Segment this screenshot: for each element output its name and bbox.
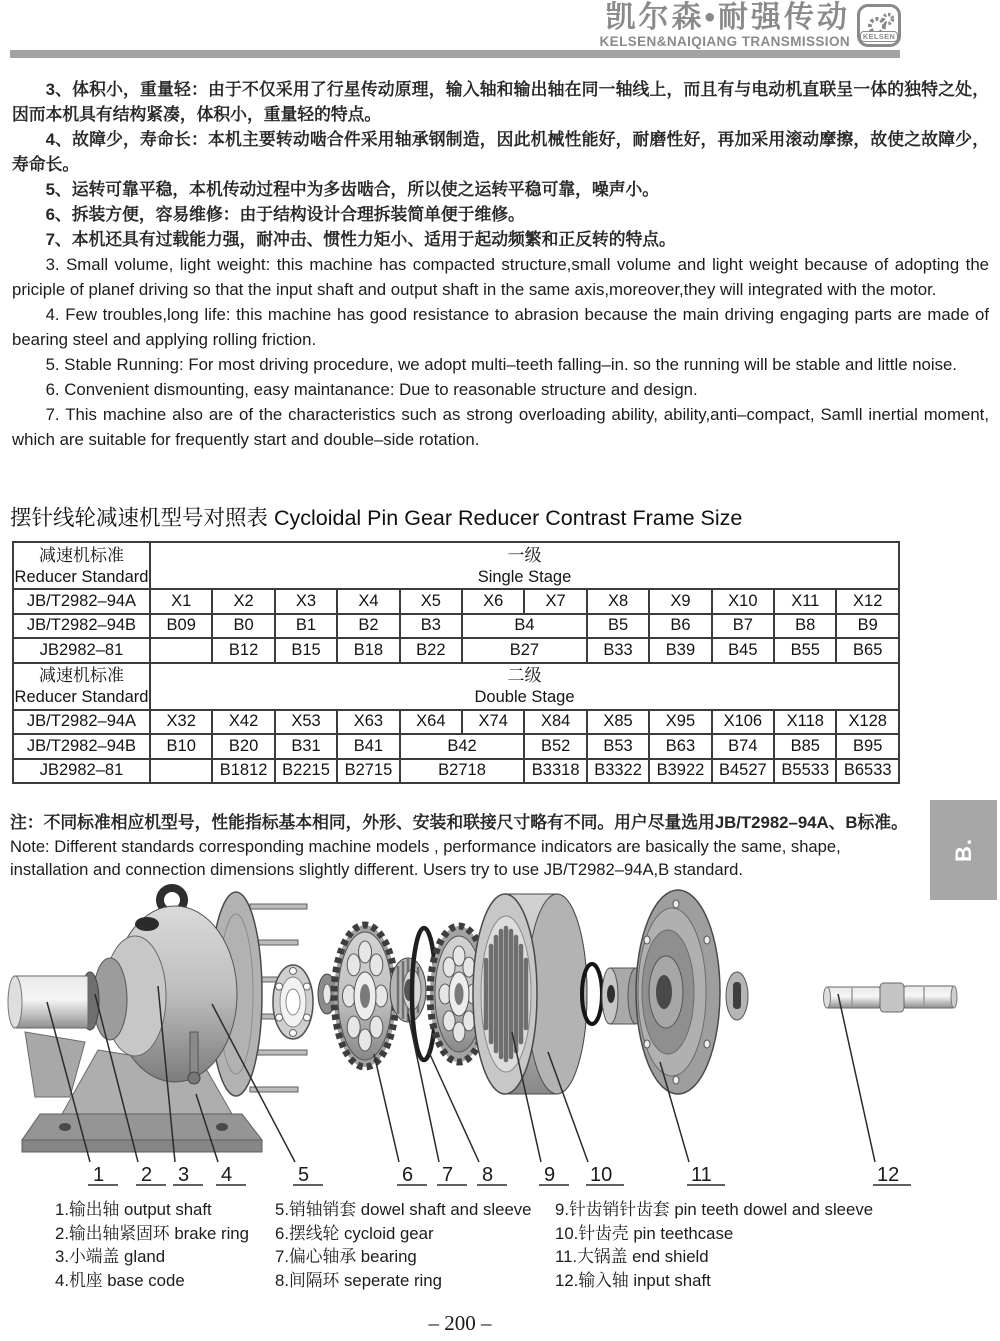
table-row: [13, 638, 899, 663]
model-code-cell: B10: [150, 734, 212, 759]
assembled-reducer-illustration: [8, 888, 307, 1152]
reducer-standard-label-cn: 减速机标准: [39, 666, 124, 685]
note-english: Note: Different standards corresponding machine models , performance indicators are basically the same, shape, installation and connection dimensions slightly different. Users try to use JB/T2982–94A,B standard.: [10, 837, 841, 879]
standard-name-cell: JB/T2982–94B: [13, 614, 150, 639]
callout-number-6: 6: [402, 1164, 414, 1186]
model-code-cell: B3922: [649, 759, 711, 784]
model-code-cell: X42: [212, 710, 274, 735]
model-code-cell: B12: [212, 638, 274, 663]
model-code-cell: B6533: [836, 759, 899, 784]
model-code-cell: B27: [462, 638, 587, 663]
model-code-cell: B45: [712, 638, 774, 663]
model-code-cell: B42: [400, 734, 525, 759]
model-code-cell: B5533: [774, 759, 836, 784]
part-list-item: 7.偏心轴承 bearing: [275, 1247, 417, 1266]
oval-part-illustration: [726, 972, 748, 1020]
callout-number-9: 9: [544, 1164, 556, 1186]
feature-paragraph-en: 6. Convenient dismounting, easy maintanance: Due to reasonable structure and design.: [45, 380, 698, 399]
standard-name-cell: JB2982–81: [13, 759, 150, 784]
model-code-cell: X1: [150, 589, 212, 614]
part-list-item: 5.销轴销套 dowel shaft and sleeve: [275, 1200, 532, 1219]
model-code-cell: B74: [712, 734, 774, 759]
feature-paragraph-en: 5. Stable Running: For most driving procedure, we adopt multi–teeth falling–in. so the running will be stable and little noise.: [45, 355, 957, 374]
table-row: [13, 614, 899, 639]
model-code-cell: X32: [150, 710, 212, 735]
part-list-item: 12.输入轴 input shaft: [555, 1270, 711, 1290]
brand-block: [0, 2, 850, 49]
part-list-item: 11.大锅盖 end shield: [555, 1247, 709, 1266]
table-title: 摆针线轮减速机型号对照表 Cycloidal Pin Gear Reducer Contrast Frame Size: [10, 506, 743, 530]
standard-name-cell: JB/T2982–94A: [13, 589, 150, 614]
model-code-cell: B39: [649, 638, 711, 663]
standard-name-cell: JB2982–81: [13, 638, 150, 663]
model-code-cell: X118: [774, 710, 836, 735]
callout-numbers: [93, 1164, 899, 1186]
model-code-cell: B8: [774, 614, 836, 639]
part-list-item: 8.间隔环 seperate ring: [275, 1270, 442, 1290]
callout-number-8: 8: [482, 1164, 494, 1186]
table-row: [13, 734, 899, 759]
table-row: [13, 589, 899, 614]
callout-number-2: 2: [141, 1164, 153, 1186]
model-code-cell: X63: [337, 710, 399, 735]
part-list-item: 1.输出轴 output shaft: [55, 1200, 212, 1219]
table-row: [13, 710, 899, 735]
model-code-cell: X128: [836, 710, 899, 735]
callout-number-5: 5: [298, 1164, 310, 1186]
model-code-cell: B0: [212, 614, 274, 639]
model-code-cell: X4: [337, 589, 399, 614]
model-code-cell: B55: [774, 638, 836, 663]
table-row: [13, 759, 899, 784]
part-list-item: 6.摆线轮 cycloid gear: [275, 1223, 434, 1243]
model-code-cell: B3322: [587, 759, 649, 784]
reducer-standard-label-en: Reducer Standard: [14, 688, 149, 706]
page-number: – 200 –: [428, 1311, 492, 1335]
exploded-view-diagram: [0, 882, 1000, 1194]
features-chinese: [12, 77, 989, 252]
model-code-cell: X95: [649, 710, 711, 735]
model-code-cell: B52: [524, 734, 586, 759]
model-code-cell: B65: [836, 638, 899, 663]
model-contrast-table: [12, 541, 900, 784]
pin-teethcase-illustration: [473, 894, 587, 1094]
feature-paragraph-cn: 3、体积小，重量轻：由于不仅采用了行星传动原理，输入轴和输出轴在同一轴线上，而且有与电动机直联呈一体的独特之处，因而本机具有结构紧凑，体积小，重量轻的特点。: [12, 80, 989, 124]
model-code-cell: B53: [587, 734, 649, 759]
feature-paragraph-cn: 7、本机还具有过载能力强，耐冲击、惯性力矩小、适用于起动频繁和正反转的特点。: [45, 230, 676, 249]
callout-number-11: 11: [691, 1164, 712, 1186]
reducer-standard-label-cn: 减速机标准: [39, 545, 124, 565]
model-code-cell: B15: [275, 638, 337, 663]
callout-number-12: 12: [877, 1164, 900, 1186]
parts-list-column-2: [275, 1198, 550, 1292]
model-code-cell: X10: [712, 589, 774, 614]
model-code-cell: B2: [337, 614, 399, 639]
model-code-cell: X7: [524, 589, 586, 614]
callout-number-7: 7: [442, 1164, 454, 1186]
model-code-cell: X12: [836, 589, 899, 614]
model-code-cell: B20: [212, 734, 274, 759]
model-code-cell: X85: [587, 710, 649, 735]
feature-paragraph-en: 4. Few troubles,long life: this machine has good resistance to abrasion because the main driving engaging parts are made of bearing steel and applying rolling friction.: [12, 305, 989, 349]
model-code-cell: B3318: [524, 759, 586, 784]
feature-paragraph-cn: 4、故障少，寿命长：本机主要转动啮合件采用轴承钢制造，因此机械性能好，耐磨性好，再加采用滚动摩擦，故使之故障少，寿命长。: [12, 130, 989, 174]
note-chinese: 注：不同标准相应机型号，性能指标基本相同，外形、安装和联接尺寸略有不同。用户尽量选用JB/T2982–94A、B标准。: [10, 813, 908, 832]
model-code-cell: B2215: [275, 759, 337, 784]
bearing-illustration: [273, 965, 313, 1039]
input-shaft-illustration: [824, 983, 958, 1012]
callout-number-10: 10: [590, 1164, 613, 1186]
model-code-cell: B33: [587, 638, 649, 663]
end-shield-illustration: [636, 890, 720, 1094]
model-code-cell: [150, 638, 212, 663]
model-code-cell: B1812: [212, 759, 274, 784]
model-code-cell: X6: [462, 589, 524, 614]
part-list-item: 2.输出轴紧固环 brake ring: [55, 1223, 249, 1243]
stage-label-cn: 二级: [507, 666, 542, 685]
features-section: [12, 77, 989, 452]
model-code-cell: X74: [462, 710, 524, 735]
model-code-cell: B9: [836, 614, 899, 639]
part-list-item: 3.小端盖 gland: [55, 1247, 166, 1266]
model-code-cell: X3: [275, 589, 337, 614]
brand-name-cn: 凯尔森•耐强传动: [605, 1, 850, 34]
stage-label-en: Double Stage: [474, 688, 575, 706]
stage-header-cell: [150, 542, 899, 589]
kelsen-logo: [857, 4, 901, 47]
model-code-cell: B95: [836, 734, 899, 759]
model-code-cell: X64: [400, 710, 462, 735]
standard-name-cell: JB/T2982–94B: [13, 734, 150, 759]
stage-label-cn: 一级: [507, 545, 542, 565]
model-code-cell: B18: [337, 638, 399, 663]
callout-number-1: 1: [93, 1164, 105, 1186]
model-code-cell: B2718: [400, 759, 525, 784]
parts-list-column-3: [555, 1198, 975, 1292]
model-code-cell: B85: [774, 734, 836, 759]
stage-header-cell: [150, 663, 899, 710]
model-code-cell: X9: [649, 589, 711, 614]
standard-name-cell: JB/T2982–94A: [13, 710, 150, 735]
model-code-cell: B09: [150, 614, 212, 639]
table-header-row: [13, 663, 899, 710]
model-code-cell: B41: [337, 734, 399, 759]
model-code-cell: X106: [712, 710, 774, 735]
part-list-item: 10.针齿壳 pin teethcase: [555, 1223, 734, 1243]
feature-paragraph-en: 3. Small volume, light weight: this machine has compacted structure,small volume and light weight because of adopting the priciple of planef driving so that the input shaft and output shaft in the same axis,moreover,they will integrated with the motor.: [12, 255, 989, 299]
model-code-cell: X2: [212, 589, 274, 614]
feature-paragraph-cn: 5、运转可靠平稳，本机传动过程中为多齿啮合，所以使之运转平稳可靠，噪声小。: [45, 180, 660, 199]
model-code-cell: X84: [524, 710, 586, 735]
model-code-cell: B4527: [712, 759, 774, 784]
parts-list-column-1: [55, 1198, 270, 1292]
brand-name-en: KELSEN&NAIQIANG TRANSMISSION: [599, 33, 850, 49]
eccentric-bearing-illustration: [390, 958, 426, 1022]
reducer-standard-header-cell: [13, 542, 150, 589]
model-code-cell: B2715: [337, 759, 399, 784]
reducer-standard-header-cell: [13, 663, 150, 710]
model-code-cell: B6: [649, 614, 711, 639]
section-tab-label: B.: [950, 838, 976, 862]
features-english: [12, 252, 989, 452]
model-code-cell: X53: [275, 710, 337, 735]
model-code-cell: B5: [587, 614, 649, 639]
header-rule: [10, 50, 900, 58]
model-code-cell: [150, 759, 212, 784]
feature-paragraph-cn: 6、拆装方便，容易维修：由于结构设计合理拆装简单便于维修。: [45, 205, 525, 224]
feature-paragraph-en: 7. This machine also are of the characteristics such as strong overloading ability, ability,anti–compact, Samll inertial moment, which are suitable for frequently start and double–side rotation.: [12, 405, 989, 449]
model-code-cell: X8: [587, 589, 649, 614]
cycloid-gear-1-illustration: [334, 925, 396, 1067]
model-code-cell: B1: [275, 614, 337, 639]
model-code-cell: B63: [649, 734, 711, 759]
model-code-cell: X5: [400, 589, 462, 614]
callout-number-3: 3: [178, 1164, 190, 1186]
model-code-cell: B22: [400, 638, 462, 663]
model-code-cell: X11: [774, 589, 836, 614]
model-code-cell: B31: [275, 734, 337, 759]
stage-label-en: Single Stage: [477, 567, 572, 586]
model-code-cell: B4: [462, 614, 587, 639]
table-header-row: [13, 542, 899, 589]
callout-number-4: 4: [221, 1164, 233, 1186]
model-code-cell: B7: [712, 614, 774, 639]
reducer-standard-label-en: Reducer Standard: [14, 567, 149, 586]
part-list-item: 4.机座 base code: [55, 1270, 185, 1290]
logo-text: KELSEN: [860, 31, 898, 42]
part-list-item: 9.针齿销针齿套 pin teeth dowel and sleeve: [555, 1200, 874, 1219]
model-code-cell: B3: [400, 614, 462, 639]
